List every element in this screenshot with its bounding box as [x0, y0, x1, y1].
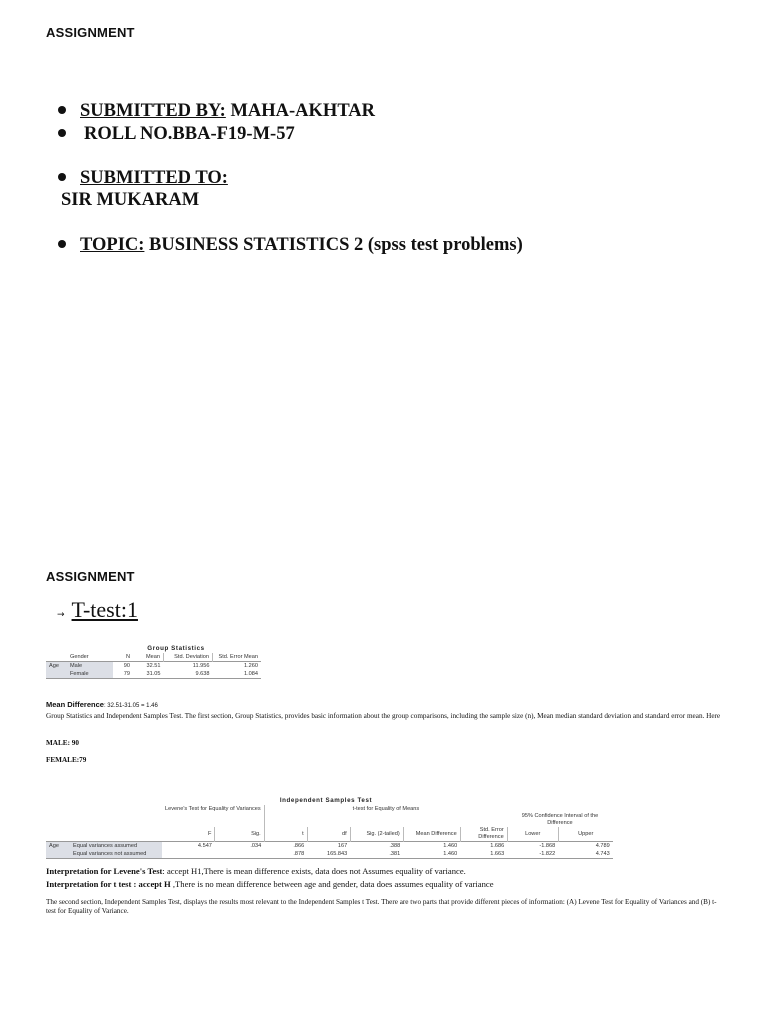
topic-value: BUSINESS STATISTICS 2 (spss test problems)	[144, 235, 523, 255]
row-label: Female	[67, 670, 113, 679]
levene-header: Levene's Test for Equality of Variances	[165, 806, 261, 812]
col-header: N	[125, 654, 130, 660]
cell: 165.843	[326, 851, 348, 857]
table-header-row	[46, 827, 613, 842]
bullet-icon	[58, 173, 66, 181]
cell: -1.822	[539, 851, 556, 857]
cell: 90	[123, 663, 130, 669]
cell: .388	[389, 843, 401, 849]
submitted-to-label: SUBMITTED TO:	[80, 168, 228, 188]
col-header: Lower	[507, 827, 558, 842]
ci-header: 95% Confidence Interval of the Difference	[521, 813, 599, 826]
cell	[162, 850, 215, 859]
ttest-interpretation-text: ,There is no mean difference between age and gender, data does assumes equality of variance	[170, 879, 494, 889]
col-header: Std. Deviation	[164, 653, 213, 662]
independent-samples-grid	[46, 805, 613, 859]
row-var: Age	[46, 662, 67, 671]
cell: 4.547	[197, 843, 212, 849]
cell: 1.663	[490, 851, 505, 857]
submitted-by-line	[58, 101, 375, 122]
col-header: Mean Difference	[403, 827, 460, 842]
cell: -1.868	[539, 843, 556, 849]
table-row	[46, 662, 261, 671]
cell: .381	[389, 851, 401, 857]
male-count: MALE: 90	[46, 739, 79, 747]
page-header-label: ASSIGNMENT	[46, 25, 135, 40]
cell: 1.084	[244, 671, 258, 677]
col-header: t	[264, 827, 307, 842]
independent-samples-table	[46, 797, 613, 859]
col-header: Std. Error Mean	[213, 653, 262, 662]
col-header: df	[307, 827, 350, 842]
submitted-by-label: SUBMITTED BY:	[80, 101, 226, 121]
row-var: Age	[46, 842, 70, 851]
group-statistics-grid	[46, 653, 261, 679]
bullet-icon	[58, 129, 66, 137]
group-statistics-table	[46, 645, 306, 679]
col-header: F	[208, 831, 212, 837]
independent-samples-paragraph: The second section, Independent Samples Test, displays the results most relevant to the Independent Samples t Test. There are two parts that provide different pieces of information: (A) Levene Test for Equality of Variances and (B) t-test for Equality of Variance.	[46, 898, 717, 915]
cell: 4.743	[595, 851, 610, 857]
row-label: Male	[67, 662, 113, 671]
col-header: Gender	[70, 654, 89, 660]
submitted-to-line	[58, 168, 228, 189]
ttest-title: T-test:1	[71, 597, 138, 622]
cell: 4.789	[595, 843, 610, 849]
cell: 167	[337, 843, 348, 849]
levene-interpretation-text: : accept H1,There is mean difference exists, data does not Assumes equality of variance.	[162, 866, 466, 876]
female-count: FEMALE:79	[46, 756, 87, 764]
cell: 1.686	[490, 843, 505, 849]
cell: 11.956	[192, 663, 210, 669]
row-label: Equal variances assumed	[70, 842, 162, 851]
mean-difference-line	[46, 694, 158, 712]
independent-samples-title: Independent Samples Test	[279, 797, 373, 804]
cell: .034	[250, 843, 262, 849]
mean-difference-value: : 32.51-31.05 = 1.46	[103, 703, 158, 709]
cell: 1.260	[244, 663, 258, 669]
arrow-icon: →	[57, 610, 65, 620]
section-header-label: ASSIGNMENT	[46, 569, 135, 584]
table-row	[46, 670, 261, 679]
cell: 32.51	[146, 663, 161, 669]
group-statistics-paragraph: Group Statistics and Independent Samples Test. The first section, Group Statistics, provides basic information about the group comparisons, including the sample size (n), Mean median standard deviation and standard error mean. Here	[46, 712, 721, 720]
col-header: Sig.	[215, 827, 264, 842]
cell	[215, 850, 264, 859]
cell: 79	[123, 671, 130, 677]
cell: .878	[293, 851, 305, 857]
ttest-heading	[57, 597, 138, 623]
levene-interpretation-label: Interpretation for Levene's Test	[46, 866, 163, 876]
cell: .866	[293, 843, 305, 849]
roll-no-value: ROLL NO.BBA-F19-M-57	[84, 124, 295, 144]
table-header-row	[46, 813, 613, 827]
col-header: Sig. (2-tailed)	[350, 827, 403, 842]
cell: 31.05	[146, 671, 161, 677]
cell: 1.460	[443, 843, 458, 849]
ttest-interpretation-accept: : accept H	[131, 879, 171, 889]
submitted-by-value: MAHA-AKHTAR	[225, 101, 376, 121]
roll-no-line	[58, 124, 295, 145]
group-statistics-title: Group Statistics	[147, 645, 205, 652]
cell: 9.638	[195, 671, 210, 677]
table-header-row	[46, 653, 261, 662]
ttest-interpretation	[46, 879, 494, 889]
topic-line	[58, 235, 523, 256]
col-header: Upper	[558, 827, 613, 842]
ttest-header: t-test for Equality of Means	[264, 805, 507, 813]
col-header: Mean	[146, 654, 160, 660]
col-header: Std. Error Difference	[460, 827, 507, 842]
levene-interpretation	[46, 866, 466, 876]
cell: 1.460	[443, 851, 458, 857]
submitted-to-value: SIR MUKARAM	[61, 190, 200, 210]
row-label: Equal variances not assumed	[70, 850, 162, 859]
ttest-interpretation-label: Interpretation for t test	[46, 879, 132, 889]
table-row	[46, 850, 613, 859]
mean-difference-label: Mean Difference	[46, 700, 104, 709]
bullet-icon	[58, 240, 66, 248]
table-row	[46, 842, 613, 851]
table-header-row	[46, 805, 613, 813]
bullet-icon	[58, 106, 66, 114]
topic-label: TOPIC:	[80, 235, 145, 255]
